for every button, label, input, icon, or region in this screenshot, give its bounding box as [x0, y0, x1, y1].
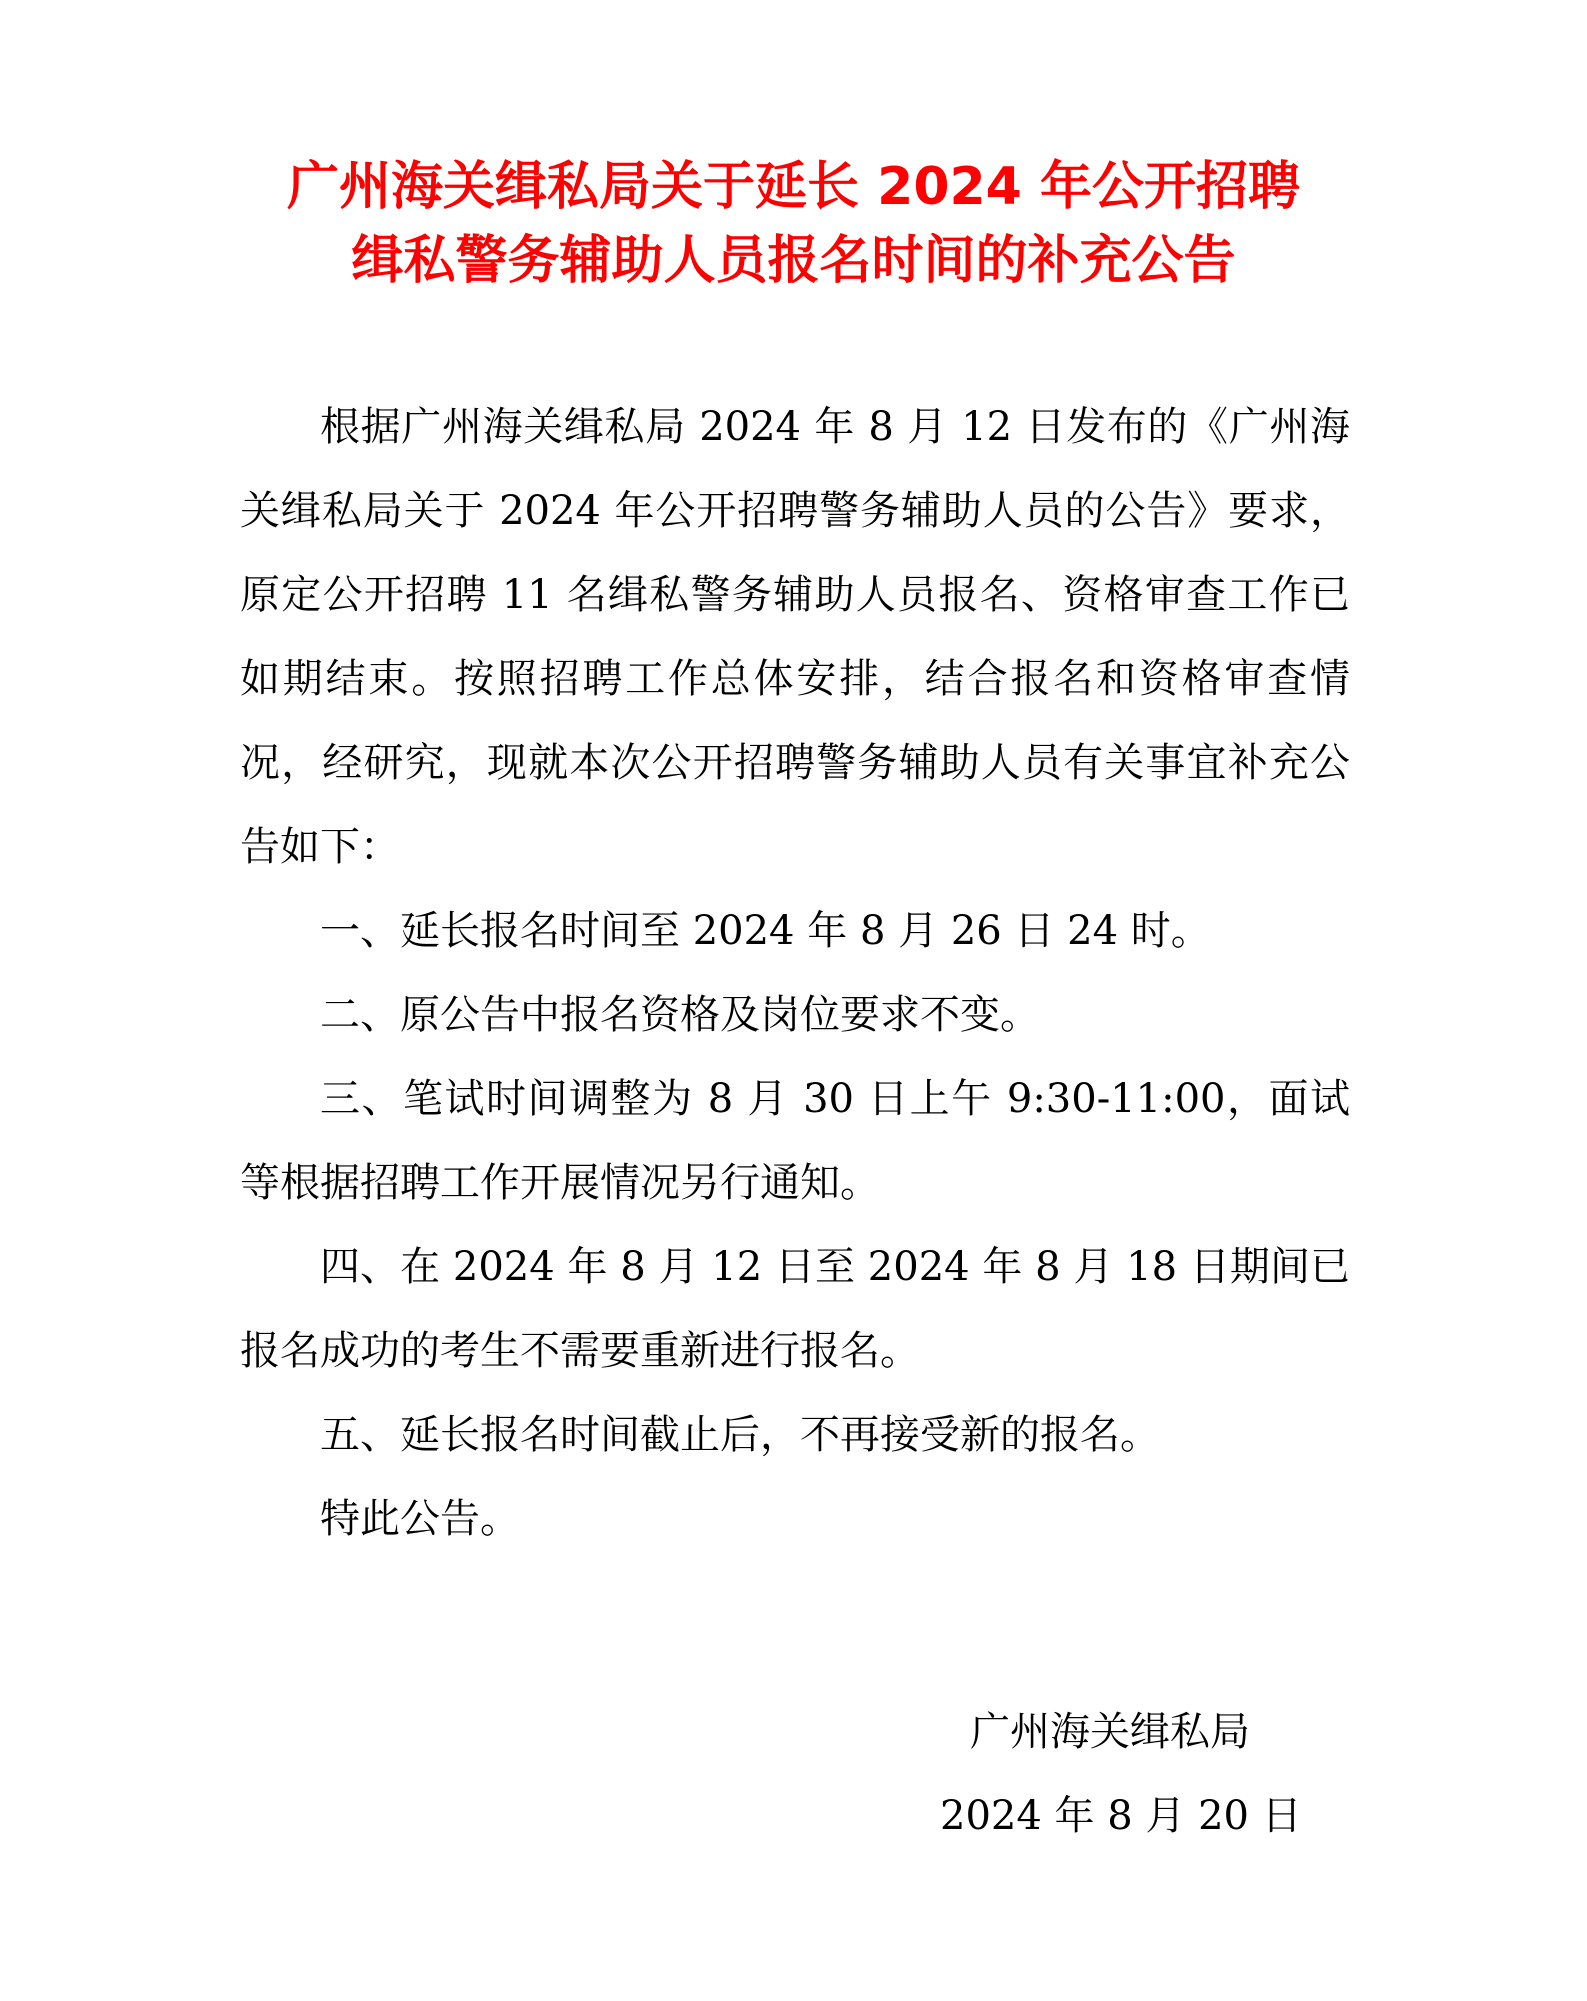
document-title: [200, 150, 1387, 298]
signature-organization: 广州海关缉私局: [970, 1709, 1250, 1755]
body-paragraph-closing: 特此公告。: [320, 1496, 520, 1542]
document-title-line-2: 缉私警务辅助人员报名时间的补充公告: [351, 231, 1236, 291]
body-paragraph-item-3: 三、笔试时间调整为 8 月 30 日上午 9:30-11:00，面试等根据招聘工作开展情况另行通知。: [240, 1076, 1350, 1206]
signature-date: 2024 年 8 月 20 日: [940, 1793, 1302, 1839]
body-paragraph-intro: 根据广州海关缉私局 2024 年 8 月 12 日发布的《广州海关缉私局关于 2024 年公开招聘警务辅助人员的公告》要求，原定公开招聘 11 名缉私警务辅助人员报名、资格审查工作已如期结束。按照招聘工作总体安排，结合报名和资格审查情况，经研究，现就本次公开招聘警务辅助人员有关事宜补充公告如下：: [240, 404, 1350, 870]
body-paragraph-item-4: 四、在 2024 年 8 月 12 日至 2024 年 8 月 18 日期间已报名成功的考生不需要重新进行报名。: [240, 1244, 1350, 1374]
body-paragraph-item-5: 五、延长报名时间截止后，不再接受新的报名。: [320, 1412, 1160, 1458]
signature-block: [940, 1690, 1302, 1858]
document-title-line-1: 广州海关缉私局关于延长 2024 年公开招聘: [287, 157, 1300, 217]
body-paragraph-item-2: 二、原公告中报名资格及岗位要求不变。: [320, 992, 1040, 1038]
body-paragraph-item-1: 一、延长报名时间至 2024 年 8 月 26 日 24 时。: [320, 908, 1211, 954]
document-body: [240, 385, 1350, 1561]
